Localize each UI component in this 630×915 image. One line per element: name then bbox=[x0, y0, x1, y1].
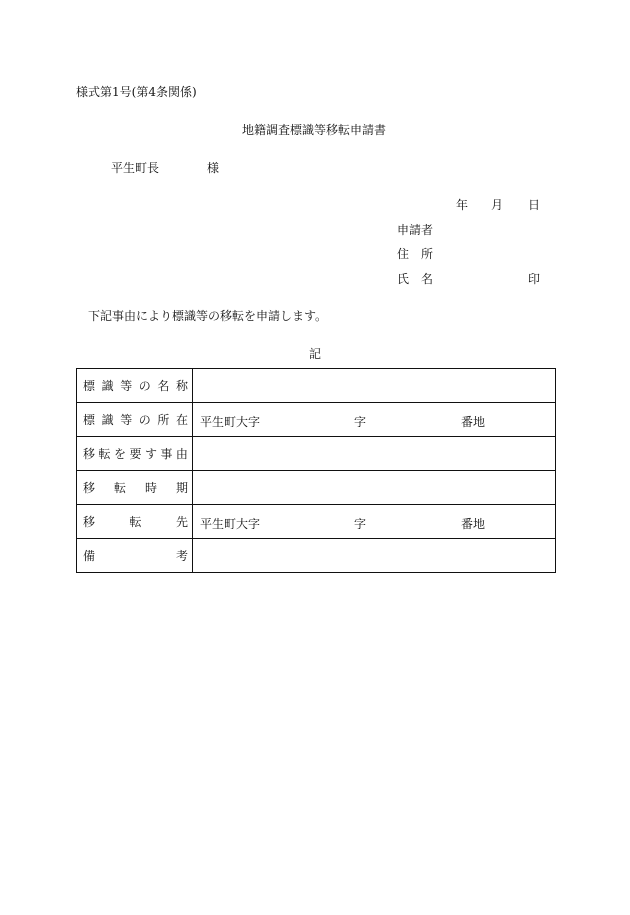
aza-label: 字 bbox=[354, 516, 367, 531]
label-char: 所 bbox=[157, 413, 170, 427]
marker-location-field[interactable] bbox=[193, 403, 556, 437]
oaza-label: 平生町大字 bbox=[200, 414, 261, 429]
label-char: 称 bbox=[175, 379, 188, 393]
label-char: 由 bbox=[175, 447, 188, 461]
label-char: を bbox=[113, 447, 126, 461]
applicant-address-label: 住 所 bbox=[397, 247, 434, 261]
seal-mark: 印 bbox=[528, 272, 541, 286]
label-char: 転 bbox=[129, 515, 142, 529]
table-row bbox=[77, 403, 556, 437]
table-row bbox=[77, 369, 556, 403]
label-char: 事 bbox=[160, 447, 173, 461]
form-table bbox=[76, 368, 556, 573]
row-label-marker-name bbox=[77, 369, 193, 403]
label-char: 移 bbox=[83, 447, 96, 461]
date-day-label: 日 bbox=[528, 198, 541, 212]
label-char: 転 bbox=[113, 481, 126, 495]
relocation-time-field[interactable] bbox=[193, 471, 556, 505]
applicant-label: 申請者 bbox=[397, 223, 434, 237]
label-char: 標 bbox=[83, 413, 96, 427]
row-label-remarks bbox=[77, 539, 193, 573]
row-label-relocation-destination bbox=[77, 505, 193, 539]
label-char: 標 bbox=[83, 379, 96, 393]
ki-heading: 記 bbox=[309, 347, 322, 361]
label-char: の bbox=[138, 413, 151, 427]
label-char: 移 bbox=[83, 481, 96, 495]
label-char: 名 bbox=[157, 379, 170, 393]
request-statement: 下記事由により標識等の移転を申請します。 bbox=[88, 309, 328, 323]
label-char: 等 bbox=[120, 379, 133, 393]
label-char: 等 bbox=[120, 413, 133, 427]
remarks-field[interactable] bbox=[193, 539, 556, 573]
aza-label: 字 bbox=[354, 414, 367, 429]
label-char: 転 bbox=[98, 447, 111, 461]
label-char: 期 bbox=[175, 481, 188, 495]
row-label-relocation-reason bbox=[77, 437, 193, 471]
honorific: 様 bbox=[207, 161, 220, 175]
relocation-reason-field[interactable] bbox=[193, 437, 556, 471]
row-label-relocation-time bbox=[77, 471, 193, 505]
label-char: 先 bbox=[175, 515, 188, 529]
applicant-name-label: 氏 名 bbox=[397, 272, 434, 286]
banchi-label: 番地 bbox=[461, 516, 486, 531]
label-char: 備 bbox=[83, 549, 96, 563]
relocation-destination-field[interactable] bbox=[193, 505, 556, 539]
banchi-label: 番地 bbox=[461, 414, 486, 429]
label-char: の bbox=[138, 379, 151, 393]
label-char: 識 bbox=[101, 413, 114, 427]
marker-name-field[interactable] bbox=[193, 369, 556, 403]
row-label-marker-location bbox=[77, 403, 193, 437]
label-char: 移 bbox=[83, 515, 96, 529]
label-char: 要 bbox=[129, 447, 142, 461]
date-month-label: 月 bbox=[491, 198, 504, 212]
table-row bbox=[77, 471, 556, 505]
oaza-label: 平生町大字 bbox=[200, 516, 261, 531]
label-char: 識 bbox=[101, 379, 114, 393]
table-row bbox=[77, 505, 556, 539]
addressee: 平生町長 bbox=[111, 161, 160, 175]
label-char: す bbox=[144, 447, 157, 461]
form-number: 様式第1号(第4条関係) bbox=[76, 85, 197, 99]
date-year-label: 年 bbox=[456, 198, 469, 212]
document-title: 地籍調査標識等移転申請書 bbox=[242, 123, 387, 137]
table-row bbox=[77, 437, 556, 471]
label-char: 在 bbox=[175, 413, 188, 427]
label-char: 時 bbox=[144, 481, 157, 495]
label-char: 考 bbox=[175, 549, 188, 563]
table-row bbox=[77, 539, 556, 573]
